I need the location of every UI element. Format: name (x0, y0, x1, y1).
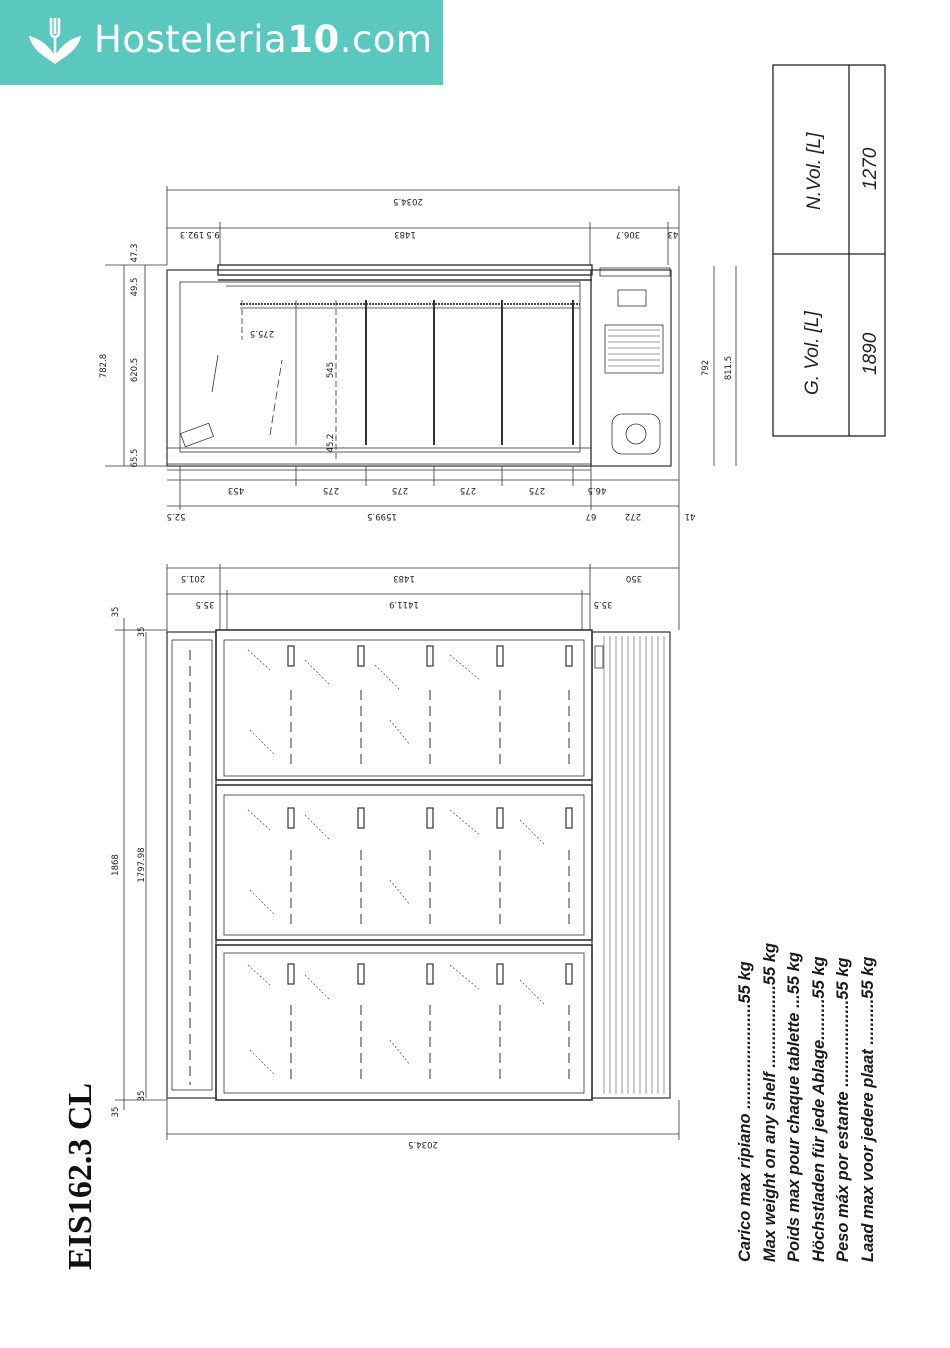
svg-text:35.5: 35.5 (195, 599, 215, 609)
svg-text:47.3: 47.3 (130, 243, 140, 263)
shelf-load-list (733, 872, 880, 1262)
shelf-load-it: Carico max ripiano .......................55 kg (736, 961, 754, 1262)
svg-text:35: 35 (137, 626, 147, 638)
svg-text:1411.9: 1411.9 (389, 599, 419, 609)
volume-table (773, 65, 885, 436)
svg-text:9.5: 9.5 (206, 229, 220, 239)
svg-text:350: 350 (625, 573, 643, 583)
svg-text:67: 67 (585, 511, 597, 521)
gross-volume-header: G. Vol. [L] (802, 311, 823, 395)
shelf-load-en: Max weight on any shelf ..................55 kg (760, 942, 779, 1262)
svg-text:792: 792 (701, 359, 711, 377)
svg-text:49.5: 49.5 (130, 277, 140, 297)
svg-text:275: 275 (528, 485, 546, 495)
section-left-dims (99, 244, 140, 468)
shelf-load-de: Höchstladen für jede Ablage.........55 kg (809, 956, 828, 1262)
svg-text:545: 545 (326, 361, 336, 379)
svg-text:453: 453 (227, 485, 245, 495)
section-inner-dims (250, 328, 336, 452)
net-volume-header: N.Vol. [L] (804, 132, 825, 210)
net-volume-value: 1270 (860, 147, 881, 190)
svg-text:35.5: 35.5 (593, 599, 613, 609)
svg-text:65.5: 65.5 (130, 448, 140, 468)
svg-text:46.5: 46.5 (587, 485, 607, 495)
svg-text:45.2: 45.2 (326, 433, 336, 453)
front-bottom-dim: 2034.5 (408, 1139, 438, 1149)
svg-text:275: 275 (322, 485, 340, 495)
front-top-dims (181, 573, 642, 609)
shelf-load-fr: Poids max pour chaque tablette ...55 kg (785, 952, 803, 1262)
section-top-dims (180, 196, 679, 239)
svg-text:272: 272 (624, 511, 642, 521)
svg-text:620.5: 620.5 (130, 357, 140, 383)
model-title: EIS162.3 CL (62, 1082, 99, 1270)
section-bottom-dims (228, 485, 607, 495)
section-base-dims (167, 511, 696, 521)
svg-text:52.5: 52.5 (166, 511, 186, 521)
svg-text:275.5: 275.5 (249, 328, 275, 338)
front-left-dims (111, 607, 147, 1118)
shelf-load-nl: Laad max voor jedere plaat ..........55 kg (858, 956, 877, 1262)
svg-text:811.5: 811.5 (724, 355, 734, 381)
svg-text:275: 275 (391, 485, 409, 495)
section-right-dims (701, 356, 734, 380)
svg-text:41: 41 (684, 511, 696, 521)
svg-text:35: 35 (111, 1106, 121, 1118)
svg-text:275: 275 (459, 485, 477, 495)
svg-text:1797.98: 1797.98 (137, 847, 147, 883)
svg-text:192.3: 192.3 (179, 229, 205, 239)
svg-text:306.7: 306.7 (615, 229, 641, 239)
front-view (115, 564, 679, 1140)
svg-text:43: 43 (667, 229, 679, 239)
svg-text:1599.5: 1599.5 (367, 511, 397, 521)
gross-volume-value: 1890 (860, 332, 881, 375)
svg-text:782.8: 782.8 (99, 353, 109, 379)
svg-text:1483: 1483 (393, 573, 415, 583)
svg-text:35: 35 (137, 1090, 147, 1102)
svg-text:201.5: 201.5 (180, 573, 206, 583)
brand-name: Hosteleria10.com (94, 18, 433, 61)
svg-text:1483: 1483 (394, 229, 416, 239)
svg-text:35: 35 (111, 606, 121, 618)
shelf-load-es: Peso máx por estante ...................55 kg (834, 957, 852, 1262)
svg-text:1868: 1868 (111, 854, 121, 876)
svg-text:2034.5: 2034.5 (393, 196, 423, 206)
